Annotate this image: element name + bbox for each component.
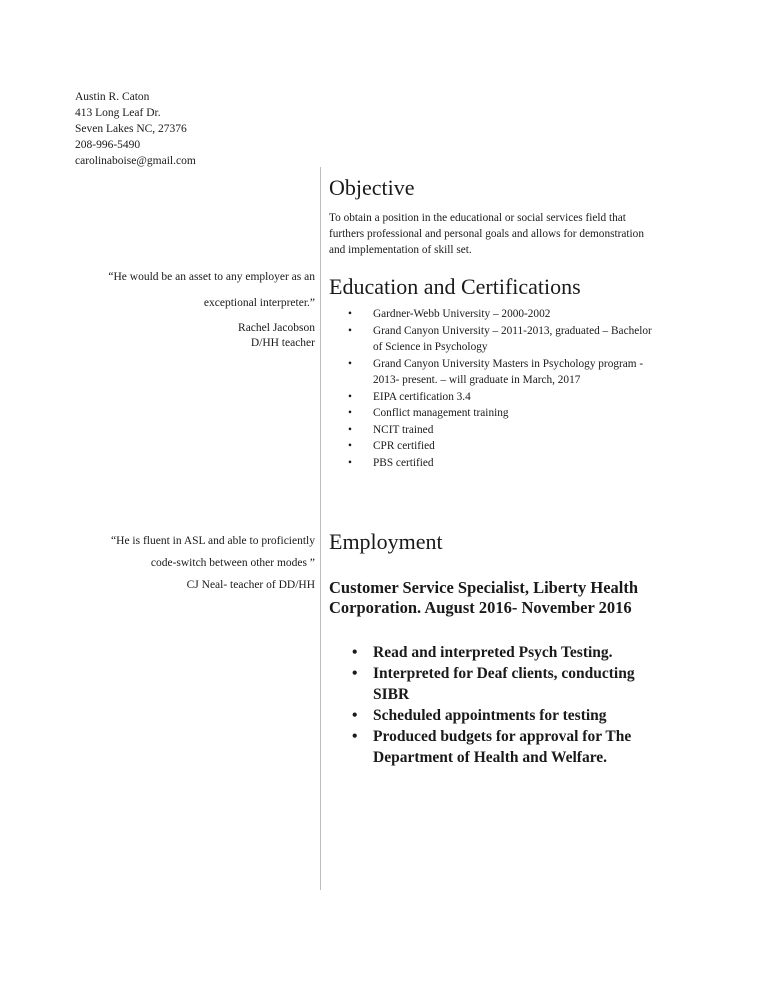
education-item xyxy=(329,438,659,455)
job-duty-item xyxy=(329,726,659,768)
bullet-icon: • xyxy=(352,644,358,661)
education-item xyxy=(329,389,659,406)
contact-address-line1: 413 Long Leaf Dr. xyxy=(75,107,161,119)
objective-text: To obtain a position in the educational or social services field that furthers professional and personal goals and allows for demonstration and implementation of skill set. xyxy=(329,212,644,256)
contact-phone: 208-996-5490 xyxy=(75,139,141,151)
contact-address-line2: Seven Lakes NC, 27376 xyxy=(75,123,187,135)
education-item xyxy=(329,422,659,439)
bullet-icon: • xyxy=(348,440,352,452)
education-item-text: Gardner-Webb University – 2000-2002 xyxy=(373,308,551,320)
job-duty-text: Produced budgets for approval for The Department of Health and Welfare. xyxy=(373,728,632,766)
bullet-icon: • xyxy=(348,423,352,436)
quote-1-line-2: exceptional interpreter.” xyxy=(203,297,315,309)
education-item-text: CPR certified xyxy=(373,440,435,452)
bullet-icon: • xyxy=(348,357,352,370)
bullet-icon: • xyxy=(352,665,358,682)
education-item-text: EIPA certification 3.4 xyxy=(373,390,471,403)
education-item xyxy=(329,405,659,422)
job-duties-list xyxy=(329,642,659,768)
quote-2-author: CJ Neal- teacher of DD/HH xyxy=(186,579,315,591)
education-list xyxy=(329,306,659,471)
quote-2-line-1: “He is fluent in ASL and able to proficiently xyxy=(111,535,315,547)
quote-1-author: Rachel Jacobson xyxy=(238,322,315,334)
quote-1-line-1: “He would be an asset to any employer as an xyxy=(108,271,315,283)
quote-1-author-role: D/HH teacher xyxy=(250,337,315,349)
education-heading: Education and Certifications xyxy=(329,274,581,299)
bullet-icon: • xyxy=(348,390,352,403)
testimonial-quote-2 xyxy=(65,535,315,591)
employment-heading: Employment xyxy=(329,529,443,554)
bullet-icon: • xyxy=(348,308,352,320)
contact-block xyxy=(75,89,196,169)
job-title: Customer Service Specialist, Liberty Health Corporation. August 2016- November 2016 xyxy=(329,578,639,617)
contact-email: carolinaboise@gmail.com xyxy=(75,155,196,167)
education-item xyxy=(329,323,659,356)
bullet-icon: • xyxy=(348,407,352,419)
bullet-icon: • xyxy=(352,728,358,745)
education-item-text: Conflict management training xyxy=(373,407,509,419)
education-item-text: Grand Canyon University Masters in Psychology program - 2013- present. – will graduate in March, 2017 xyxy=(373,357,644,386)
education-item-text: NCIT trained xyxy=(373,423,434,436)
job-duty-item xyxy=(329,642,659,663)
testimonial-quote-1 xyxy=(70,269,315,349)
quote-2-line-2: code-switch between other modes ” xyxy=(150,557,315,569)
objective-heading: Objective xyxy=(329,175,415,200)
education-item xyxy=(329,306,659,323)
job-duty-text: Interpreted for Deaf clients, conducting SIBR xyxy=(373,665,635,703)
education-item-text: PBS certified xyxy=(373,456,434,469)
job-duty-text: Read and interpreted Psych Testing. xyxy=(373,644,613,661)
bullet-icon: • xyxy=(348,456,352,469)
job-duty-text: Scheduled appointments for testing xyxy=(373,707,607,724)
contact-name: Austin R. Caton xyxy=(75,91,150,103)
education-item xyxy=(329,356,659,389)
job-duty-item xyxy=(329,705,659,726)
column-divider xyxy=(320,167,321,890)
job-duty-item xyxy=(329,663,659,705)
education-item xyxy=(329,455,659,472)
bullet-icon: • xyxy=(352,707,358,724)
education-item-text: Grand Canyon University – 2011-2013, graduated – Bachelor of Science in Psychology xyxy=(373,324,652,353)
bullet-icon: • xyxy=(348,324,352,337)
